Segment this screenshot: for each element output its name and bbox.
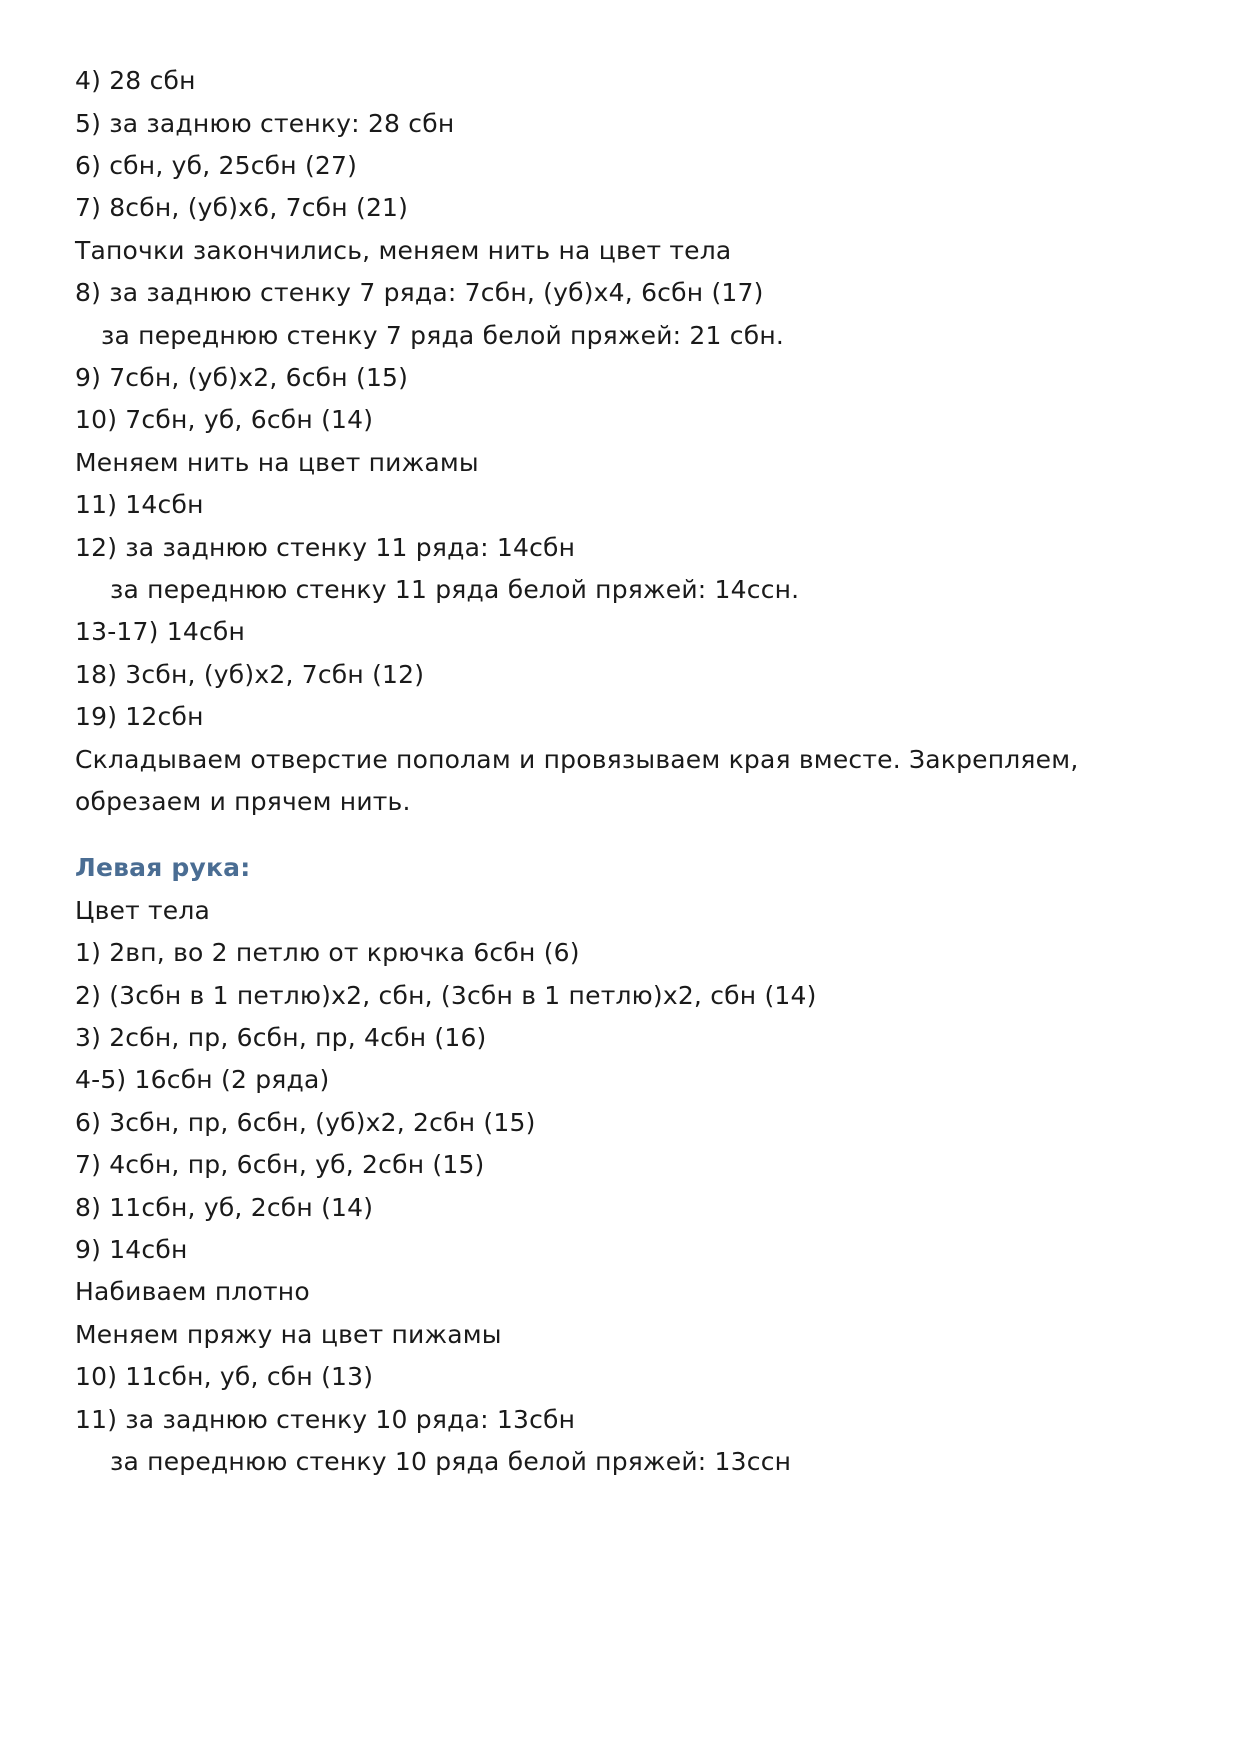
pattern-note-finish-2: обрезаем и прячем нить. <box>75 787 411 816</box>
left-arm-row-3: 3) 2сбн, пр, 6сбн, пр, 4сбн (16) <box>75 1023 487 1052</box>
pattern-note-finish-1: Складываем отверстие пополам и провязываем края вместе. Закрепляем, <box>75 745 1079 774</box>
left-arm-color-note: Цвет тела <box>75 896 211 925</box>
pattern-row-10: 10) 7сбн, уб, 6сбн (14) <box>75 405 374 434</box>
pattern-row-19: 19) 12сбн <box>75 702 204 731</box>
left-arm-note-pajama-color: Меняем пряжу на цвет пижамы <box>75 1320 502 1349</box>
pattern-row-4: 4) 28 сбн <box>75 66 196 95</box>
left-arm-row-8: 8) 11сбн, уб, 2сбн (14) <box>75 1193 374 1222</box>
pattern-row-11: 11) 14сбн <box>75 490 204 519</box>
left-arm-row-2: 2) (3сбн в 1 петлю)х2, сбн, (3сбн в 1 петлю)х2, сбн (14) <box>75 981 817 1010</box>
pattern-row-13-17: 13-17) 14сбн <box>75 617 246 646</box>
left-arm-row-11-front-loop: за переднюю стенку 10 ряда белой пряжей: 13ссн <box>110 1447 792 1476</box>
pattern-row-12-front-loop: за переднюю стенку 11 ряда белой пряжей: 14ссн. <box>110 575 800 604</box>
left-arm-row-7: 7) 4сбн, пр, 6сбн, уб, 2сбн (15) <box>75 1150 485 1179</box>
left-arm-row-10: 10) 11сбн, уб, сбн (13) <box>75 1362 374 1391</box>
pattern-row-8: 8) за заднюю стенку 7 ряда: 7сбн, (уб)х4, 6сбн (17) <box>75 278 764 307</box>
left-arm-row-9: 9) 14сбн <box>75 1235 188 1264</box>
section-heading-left-arm: Левая рука: <box>75 853 251 882</box>
left-arm-row-6: 6) 3сбн, пр, 6сбн, (уб)х2, 2сбн (15) <box>75 1108 536 1137</box>
pattern-row-5: 5) за заднюю стенку: 28 сбн <box>75 109 455 138</box>
pattern-row-12: 12) за заднюю стенку 11 ряда: 14сбн <box>75 533 576 562</box>
pattern-row-9: 9) 7сбн, (уб)х2, 6сбн (15) <box>75 363 409 392</box>
left-arm-note-stuff: Набиваем плотно <box>75 1277 310 1306</box>
pattern-row-8-front-loop: за переднюю стенку 7 ряда белой пряжей: 21 сбн. <box>101 321 785 350</box>
pattern-row-18: 18) 3сбн, (уб)х2, 7сбн (12) <box>75 660 425 689</box>
left-arm-row-11: 11) за заднюю стенку 10 ряда: 13сбн <box>75 1405 576 1434</box>
pattern-row-6: 6) сбн, уб, 25сбн (27) <box>75 151 358 180</box>
pattern-row-7: 7) 8сбн, (уб)х6, 7сбн (21) <box>75 193 409 222</box>
left-arm-row-1: 1) 2вп, во 2 петлю от крючка 6сбн (6) <box>75 938 580 967</box>
pattern-note-pajama-color: Меняем нить на цвет пижамы <box>75 448 479 477</box>
pattern-note-slippers-done: Тапочки закончились, меняем нить на цвет тела <box>75 236 732 265</box>
left-arm-row-4-5: 4-5) 16сбн (2 ряда) <box>75 1065 330 1094</box>
